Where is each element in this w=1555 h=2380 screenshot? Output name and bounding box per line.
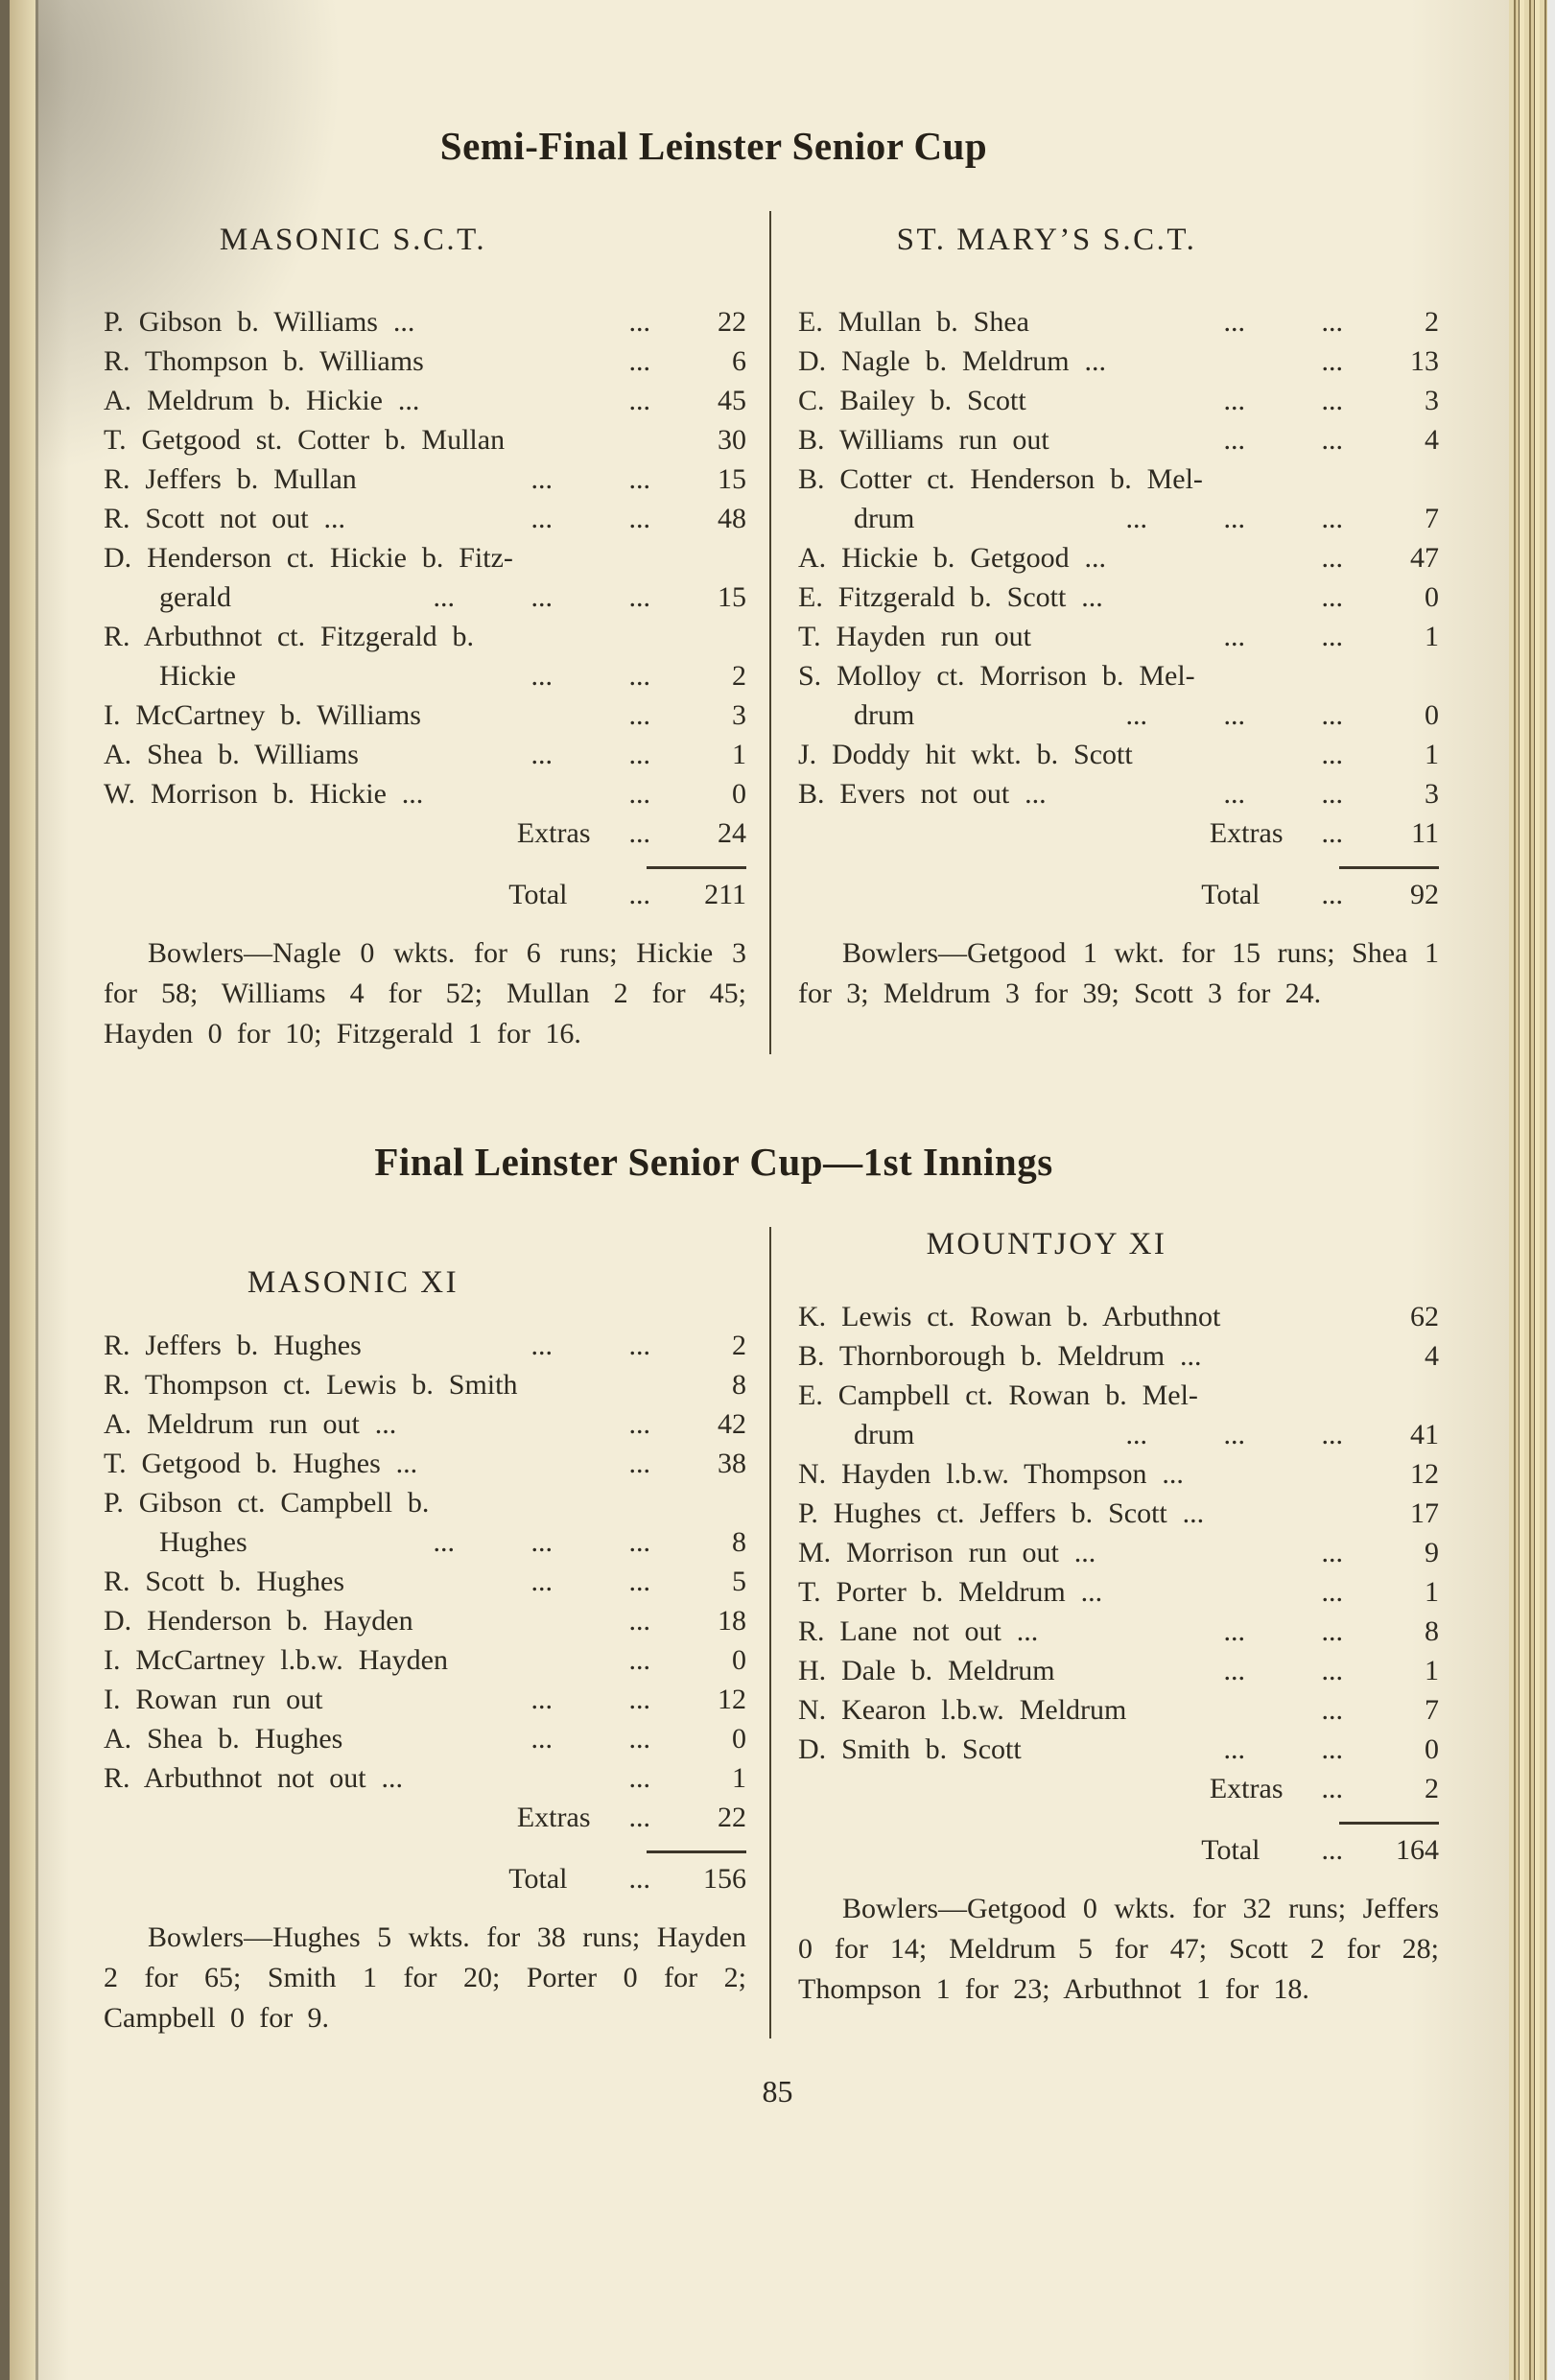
dot-leader: ... ... [530,1566,650,1597]
batsman-score: 45 [718,385,746,416]
total-row [798,1830,1439,1870]
batsman-row [104,538,746,617]
batsman-row [104,460,746,499]
batsman-dismissal: drum [854,1419,915,1450]
batsman-score: 15 [718,463,746,495]
batsman-score: 3 [1425,385,1439,416]
batsman-dismissal: B. Evers not out ... [798,778,1047,810]
batsman-dismissal: A. Meldrum b. Hickie ... [104,385,420,416]
batsman-score: 2 [1425,306,1439,338]
dot-leader: ... ... [1223,1615,1343,1647]
batsman-score: 8 [732,1369,746,1401]
dot-leader: ... [1321,1773,1343,1804]
total-label: Total [1201,1834,1260,1866]
extras-row [104,813,746,853]
batsman-row [104,1444,746,1483]
innings-column [771,1227,1439,2038]
batsman-row [104,735,746,774]
batsman-row [104,1404,746,1444]
batsman-dismissal-line1: P. Gibson ct. Campbell b. [104,1487,430,1519]
innings-column [771,211,1439,1054]
batsman-score: 22 [718,306,746,338]
dot-leader: ... ... ... [1125,699,1343,731]
dot-leader: ... ... ... [1125,1419,1343,1450]
batsman-dismissal: I. Rowan run out [104,1684,323,1715]
batsman-dismissal: drum [854,503,915,534]
batsman-row [798,1336,1439,1376]
dot-leader: ... [1321,345,1343,377]
batsman-score: 9 [1425,1537,1439,1568]
total-label: Total [1201,879,1260,910]
batsman-score: 0 [732,778,746,810]
section-title: Final Leinster Senior Cup—1st Innings [374,1140,1053,1184]
dot-leader: ... [628,1448,650,1479]
batsman-dismissal: P. Hughes ct. Jeffers b. Scott ... [798,1497,1205,1529]
scorecard-sections [104,123,1439,2038]
batsman-dismissal: N. Kearon l.b.w. Meldrum [798,1694,1127,1726]
dot-leader: ... ... ... [1125,503,1343,534]
dot-leader: ... ... [1223,424,1343,456]
extras-score: 11 [1411,817,1439,849]
total-score: 211 [704,879,746,910]
batsman-row [104,695,746,735]
dot-leader: ... [628,778,650,810]
batsman-dismissal: B. Williams run out [798,424,1049,456]
batsman-dismissal: A. Shea b. Hughes [104,1723,343,1755]
batsman-score: 1 [1425,1655,1439,1686]
batsman-row [104,1562,746,1601]
dot-leader: ... ... [530,660,650,692]
batsman-row [798,774,1439,813]
batsman-row [798,1572,1439,1612]
batsman-score: 18 [718,1605,746,1637]
batsman-row [798,1494,1439,1533]
dot-leader: ... [628,1762,650,1794]
scan-background-edge [1547,0,1555,2380]
total-rule [647,1850,746,1853]
batsman-dismissal: I. McCartney b. Williams [104,699,421,731]
batsman-dismissal: I. McCartney l.b.w. Hayden [104,1644,448,1676]
left-binding-edge [0,0,10,2380]
batsman-score: 1 [732,739,746,770]
batsman-dismissal: Hughes [159,1526,247,1558]
batsman-score: 12 [1410,1458,1439,1490]
dot-leader: ... [1321,817,1343,849]
batsman-score: 3 [732,699,746,731]
batsman-row [798,735,1439,774]
extras-row [798,813,1439,853]
batsman-dismissal: A. Meldrum run out ... [104,1408,397,1440]
batsman-score: 1 [1425,621,1439,652]
dot-leader: ... ... [530,463,650,495]
batsman-score: 0 [732,1723,746,1755]
dot-leader: ... ... [1223,778,1343,810]
dot-leader: ... ... [1223,621,1343,652]
batsman-row [798,1690,1439,1730]
batsman-dismissal: N. Hayden l.b.w. Thompson ... [798,1458,1184,1490]
dot-leader: ... [1321,739,1343,770]
bowlers-summary: Bowlers—Hughes 5 wkts. for 38 runs; Hayden 2 for 65; Smith 1 for 20; Porter 0 for 2; Campbell 0 for 9. [104,1921,746,2034]
batsman-score: 1 [732,1762,746,1794]
batsman-score: 8 [732,1526,746,1558]
dot-leader: ... ... ... [433,1526,650,1558]
batsman-score: 0 [732,1644,746,1676]
scorecard-section [104,123,1439,1054]
batsman-score: 62 [1410,1301,1439,1332]
batsman-score: 42 [718,1408,746,1440]
team-name: MASONIC XI [247,1265,459,1300]
batsman-dismissal-line1: B. Cotter ct. Henderson b. Mel- [798,463,1203,495]
batsman-dismissal: drum [854,699,915,731]
total-row [104,875,746,914]
batsman-row [798,302,1439,342]
left-page-edge [10,0,35,2380]
batsman-dismissal: M. Morrison run out ... [798,1537,1096,1568]
batsman-score: 0 [1425,1733,1439,1765]
dot-leader: ... [1321,1537,1343,1568]
extras-label: Extras [516,817,591,849]
batsman-dismissal: E. Fitzgerald b. Scott ... [798,581,1103,613]
batsman-row [104,1640,746,1680]
total-rule [647,866,746,869]
batsman-row [104,617,746,695]
extras-score: 22 [718,1802,746,1833]
batsman-score: 7 [1425,503,1439,534]
batsman-dismissal: D. Nagle b. Meldrum ... [798,345,1107,377]
batsman-dismissal: E. Mullan b. Shea [798,306,1030,338]
dot-leader: ... [1321,1834,1343,1866]
innings-columns [104,1227,1439,2038]
dot-leader: ... ... [530,1723,650,1755]
batsman-row [104,1326,746,1365]
batsman-score: 5 [732,1566,746,1597]
batsman-score: 12 [718,1684,746,1715]
batsman-row [104,381,746,420]
batsman-dismissal-line1: R. Arbuthnot ct. Fitzgerald b. [104,621,475,652]
total-row [798,875,1439,914]
dot-leader: ... ... [1223,1733,1343,1765]
bowlers-summary: Bowlers—Getgood 1 wkt. for 15 runs; Shea 1 for 3; Meldrum 3 for 39; Scott 3 for 24. [798,937,1439,1009]
dot-leader: ... [1321,581,1343,613]
extras-row [798,1769,1439,1808]
total-row [104,1859,746,1898]
batsman-score: 7 [1425,1694,1439,1726]
batsman-score: 8 [1425,1615,1439,1647]
dot-leader: ... ... [1223,385,1343,416]
batsman-score: 6 [732,345,746,377]
batsman-dismissal: R. Scott not out ... [104,503,345,534]
batsman-row [798,538,1439,577]
batsman-row [104,1365,746,1404]
batsman-row [104,1680,746,1719]
batsman-dismissal: R. Thompson ct. Lewis b. Smith [104,1369,518,1401]
extras-label: Extras [1209,1773,1284,1804]
dot-leader: ... [1321,879,1343,910]
bowlers-summary: Bowlers—Nagle 0 wkts. for 6 runs; Hickie 3 for 58; Williams 4 for 52; Mullan 2 for 45; Hayden 0 for 10; Fitzgerald 1 for 16. [104,937,746,1049]
batsman-row [798,460,1439,538]
batsman-row [798,577,1439,617]
batsman-row [798,420,1439,460]
batsman-score: 1 [1425,1576,1439,1608]
batsman-dismissal: T. Hayden run out [798,621,1031,652]
total-rule [1339,1822,1439,1825]
right-page-stack-edge [1509,0,1547,2380]
batsman-score: 2 [732,660,746,692]
batsman-dismissal-line1: D. Henderson ct. Hickie b. Fitz- [104,542,513,574]
dot-leader: ... ... [1223,306,1343,338]
extras-label: Extras [1209,817,1284,849]
batsman-score: 3 [1425,778,1439,810]
batsman-dismissal: R. Jeffers b. Mullan [104,463,357,495]
batsman-row [104,1601,746,1640]
batsman-row [798,617,1439,656]
batsman-row [798,1612,1439,1651]
page-number: 85 [762,2074,793,2109]
batting-rows [104,302,746,813]
dot-leader: ... [1321,1576,1343,1608]
batsman-dismissal: P. Gibson b. Williams ... [104,306,415,338]
extras-row [104,1798,746,1837]
total-label: Total [508,1863,568,1895]
batsman-row [798,1730,1439,1769]
batsman-row [104,302,746,342]
batsman-dismissal: D. Henderson b. Hayden [104,1605,413,1637]
batsman-score: 30 [718,424,746,456]
dot-leader: ... [628,817,650,849]
batting-rows [798,1297,1439,1769]
batsman-dismissal-line1: E. Campbell ct. Rowan b. Mel- [798,1379,1198,1411]
batsman-dismissal: K. Lewis ct. Rowan b. Arbuthnot [798,1301,1221,1332]
batting-rows [798,302,1439,813]
batsman-row [798,1533,1439,1572]
total-rule [1339,866,1439,869]
bowlers-summary: Bowlers—Getgood 0 wkts. for 32 runs; Jeffers 0 for 14; Meldrum 5 for 47; Scott 2 for 28; Thompson 1 for 23; Arbuthnot 1 for 18. [798,1893,1439,2005]
dot-leader: ... [628,1644,650,1676]
batsman-score: 38 [718,1448,746,1479]
batsman-dismissal: R. Arbuthnot not out ... [104,1762,403,1794]
batsman-row [798,381,1439,420]
dot-leader: ... [628,699,650,731]
batsman-row [104,420,746,460]
left-page-edge-line [35,0,38,2380]
dot-leader: ... ... [1223,1655,1343,1686]
batsman-dismissal: T. Getgood st. Cotter b. Mullan [104,424,506,456]
batsman-score: 0 [1425,581,1439,613]
section-title: Semi-Final Leinster Senior Cup [439,124,988,168]
batsman-dismissal: R. Jeffers b. Hughes [104,1330,362,1361]
batsman-dismissal: R. Lane not out ... [798,1615,1039,1647]
dot-leader: ... [1321,542,1343,574]
dot-leader: ... [628,1802,650,1833]
extras-label: Extras [516,1802,591,1833]
batsman-row [104,342,746,381]
batsman-dismissal: T. Porter b. Meldrum ... [798,1576,1103,1608]
batsman-row [104,774,746,813]
batsman-dismissal-line1: S. Molloy ct. Morrison b. Mel- [798,660,1195,692]
batsman-score: 17 [1410,1497,1439,1529]
dot-leader: ... [628,879,650,910]
dot-leader: ... [628,345,650,377]
batsman-row [104,1483,746,1562]
team-name: ST. MARY’S S.C.T. [896,223,1197,257]
dot-leader: ... ... [530,503,650,534]
dot-leader: ... [628,1605,650,1637]
dot-leader: ... [628,1408,650,1440]
batsman-dismissal: R. Scott b. Hughes [104,1566,345,1597]
dot-leader: ... [1321,1694,1343,1726]
batsman-score: 48 [718,503,746,534]
scorecard-section [104,1139,1439,2038]
batsman-score: 15 [718,581,746,613]
batsman-dismissal: R. Thompson b. Williams [104,345,424,377]
batsman-row [104,499,746,538]
dot-leader: ... [628,385,650,416]
dot-leader: ... ... ... [433,581,650,613]
batsman-dismissal: C. Bailey b. Scott [798,385,1026,416]
innings-columns [104,211,1439,1054]
batsman-dismissal: T. Getgood b. Hughes ... [104,1448,418,1479]
batsman-row [798,342,1439,381]
dot-leader: ... [628,306,650,338]
batsman-row [798,1297,1439,1336]
batsman-score: 4 [1425,1340,1439,1372]
batsman-dismissal: H. Dale b. Meldrum [798,1655,1055,1686]
batsman-row [798,1376,1439,1454]
dot-leader: ... [628,1863,650,1895]
page-content [104,0,1439,2038]
batsman-score: 0 [1425,699,1439,731]
batsman-row [104,1719,746,1758]
batsman-dismissal: A. Hickie b. Getgood ... [798,542,1107,574]
batsman-score: 13 [1410,345,1439,377]
total-score: 164 [1396,1834,1439,1866]
batsman-dismissal: W. Morrison b. Hickie ... [104,778,424,810]
batsman-score: 41 [1410,1419,1439,1450]
total-score: 156 [703,1863,746,1895]
batsman-dismissal: A. Shea b. Williams [104,739,359,770]
batsman-row [798,656,1439,735]
dot-leader: ... ... [530,739,650,770]
batsman-dismissal: J. Doddy hit wkt. b. Scott [798,739,1133,770]
batsman-score: 47 [1410,542,1439,574]
innings-column [104,1227,771,2038]
batsman-score: 1 [1425,739,1439,770]
batsman-row [798,1651,1439,1690]
batsman-dismissal: gerald [159,581,231,613]
batsman-dismissal: D. Smith b. Scott [798,1733,1022,1765]
dot-leader: ... ... [530,1330,650,1361]
team-name: MASONIC S.C.T. [219,223,487,257]
batsman-dismissal: Hickie [159,660,236,692]
batsman-score: 4 [1425,424,1439,456]
batsman-score: 2 [732,1330,746,1361]
extras-score: 2 [1425,1773,1439,1804]
batsman-row [104,1758,746,1798]
innings-column [104,211,771,1054]
batsman-dismissal: B. Thornborough b. Meldrum ... [798,1340,1202,1372]
total-score: 92 [1410,879,1439,910]
batsman-row [798,1454,1439,1494]
dot-leader: ... ... [530,1684,650,1715]
batting-rows [104,1326,746,1798]
total-label: Total [508,879,568,910]
extras-score: 24 [718,817,746,849]
team-name: MOUNTJOY XI [926,1227,1167,1261]
